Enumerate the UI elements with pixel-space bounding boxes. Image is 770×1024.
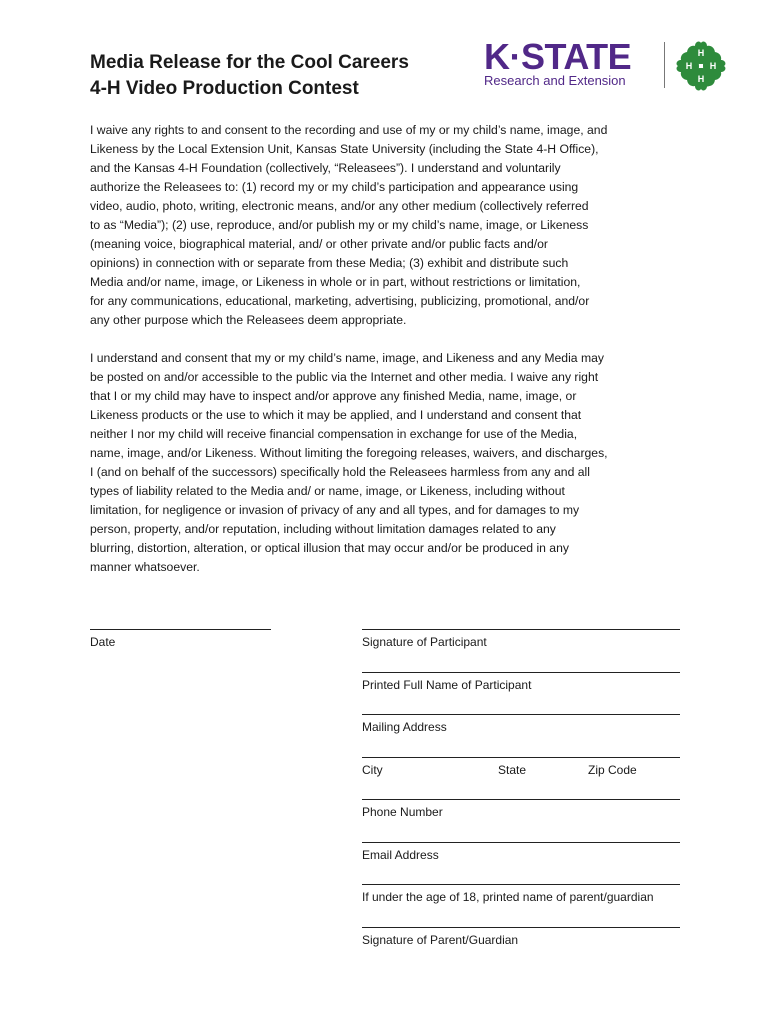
kstate-brand-text: K·STATE xyxy=(484,36,632,77)
paragraph-line: name, image, and/or Likeness. Without limiting the foregoing releases, waivers, and discharges, xyxy=(90,446,608,460)
paragraph-line: be posted on and/or accessible to the public via the Internet and other media. I waive any right xyxy=(90,370,599,384)
paragraph-line: Media and/or name, image, or Likeness in whole or in part, without restrictions or limitation, xyxy=(90,275,581,289)
paragraph-line: I waive any rights to and consent to the recording and use of my or my child’s name, image, and xyxy=(90,123,608,137)
paragraph-line: person, property, and/or reputation, including without limitation damages related to any xyxy=(90,522,556,536)
guardian-name-line[interactable] xyxy=(362,884,680,885)
paragraph-line: and the Kansas 4-H Foundation (collectively, “Releasees”). I understand and voluntarily xyxy=(90,161,561,175)
svg-text:H: H xyxy=(685,61,693,71)
paragraph-line: opinions) in connection with or separate from these Media; (3) exhibit and distribute such xyxy=(90,256,569,270)
mailing-address-label: Mailing Address xyxy=(362,720,447,734)
date-line[interactable] xyxy=(90,629,271,630)
release-paragraph-1 xyxy=(90,121,680,330)
email-label: Email Address xyxy=(362,848,439,862)
paragraph-line: for any communications, educational, marketing, advertising, publicizing, promotional, and/or xyxy=(90,294,590,308)
guardian-signature-label: Signature of Parent/Guardian xyxy=(362,933,519,947)
paragraph-line: manner whatsoever. xyxy=(90,560,200,574)
signature-participant-label: Signature of Participant xyxy=(362,635,487,649)
paragraph-line: limitation, for negligence or invasion of privacy of any and all types, and for damages to my xyxy=(90,503,580,517)
svg-text:H: H xyxy=(709,61,717,71)
paragraph-line: authorize the Releasees to: (1) record my or my child’s participation and appearance using xyxy=(90,180,579,194)
email-line[interactable] xyxy=(362,842,680,843)
paragraph-line: neither I nor my child will receive financial compensation in exchange for use of the Media, xyxy=(90,427,578,441)
paragraph-line: types of liability related to the Media and/ or name, image, or Likeness, including without xyxy=(90,484,565,498)
guardian-signature-line[interactable] xyxy=(362,927,680,928)
date-label: Date xyxy=(90,635,116,649)
kstate-subtitle: Research and Extension xyxy=(484,73,626,88)
title-line-1: Media Release for the Cool Careers xyxy=(90,52,409,73)
logo-divider xyxy=(664,42,665,88)
phone-label: Phone Number xyxy=(362,805,443,819)
printed-name-line[interactable] xyxy=(362,672,680,673)
paragraph-line: (meaning voice, biographical material, and/ or other private and/or public facts and/or xyxy=(90,237,548,251)
title-line-2: 4-H Video Production Contest xyxy=(90,78,359,99)
paragraph-line: Likeness by the Local Extension Unit, Kansas State University (including the State 4-H Office), xyxy=(90,142,599,156)
paragraph-line: to as “Media”); (2) use, reproduce, and/or publish my or my child’s name, image, or Likeness xyxy=(90,218,589,232)
four-leaf-clover-icon xyxy=(675,40,727,92)
paragraph-line: blurring, distortion, alteration, or optical illusion that may occur and/or be produced in any xyxy=(90,541,569,555)
paragraph-line: Likeness products or the use to which it may be applied, and I understand and consent that xyxy=(90,408,582,422)
release-paragraph-2 xyxy=(90,349,680,577)
svg-text:H: H xyxy=(697,74,705,84)
signature-participant-line[interactable] xyxy=(362,629,680,630)
zip-label: Zip Code xyxy=(588,763,637,777)
state-label: State xyxy=(498,763,527,777)
paragraph-line: video, audio, photo, writing, electronic means, and/or any other medium (collectively referred xyxy=(90,199,589,213)
city-label: City xyxy=(362,763,383,777)
paragraph-line: I (and on behalf of the successors) specifically hold the Releasees harmless from any and all xyxy=(90,465,590,479)
paragraph-line: I understand and consent that my or my child’s name, image, and Likeness and any Media may xyxy=(90,351,604,365)
paragraph-line: any other purpose which the Releasees deem appropriate. xyxy=(90,313,407,327)
guardian-name-label: If under the age of 18, printed name of parent/guardian xyxy=(362,890,654,904)
kstate-logo xyxy=(484,38,734,94)
paragraph-line: that I or my child may have to inspect and/or approve any finished Media, name, image, or xyxy=(90,389,577,403)
page-title xyxy=(90,50,470,102)
phone-line[interactable] xyxy=(362,799,680,800)
svg-text:H: H xyxy=(697,48,705,58)
city-state-zip-line[interactable] xyxy=(362,757,680,758)
mailing-address-line[interactable] xyxy=(362,714,680,715)
printed-name-label: Printed Full Name of Participant xyxy=(362,678,532,692)
